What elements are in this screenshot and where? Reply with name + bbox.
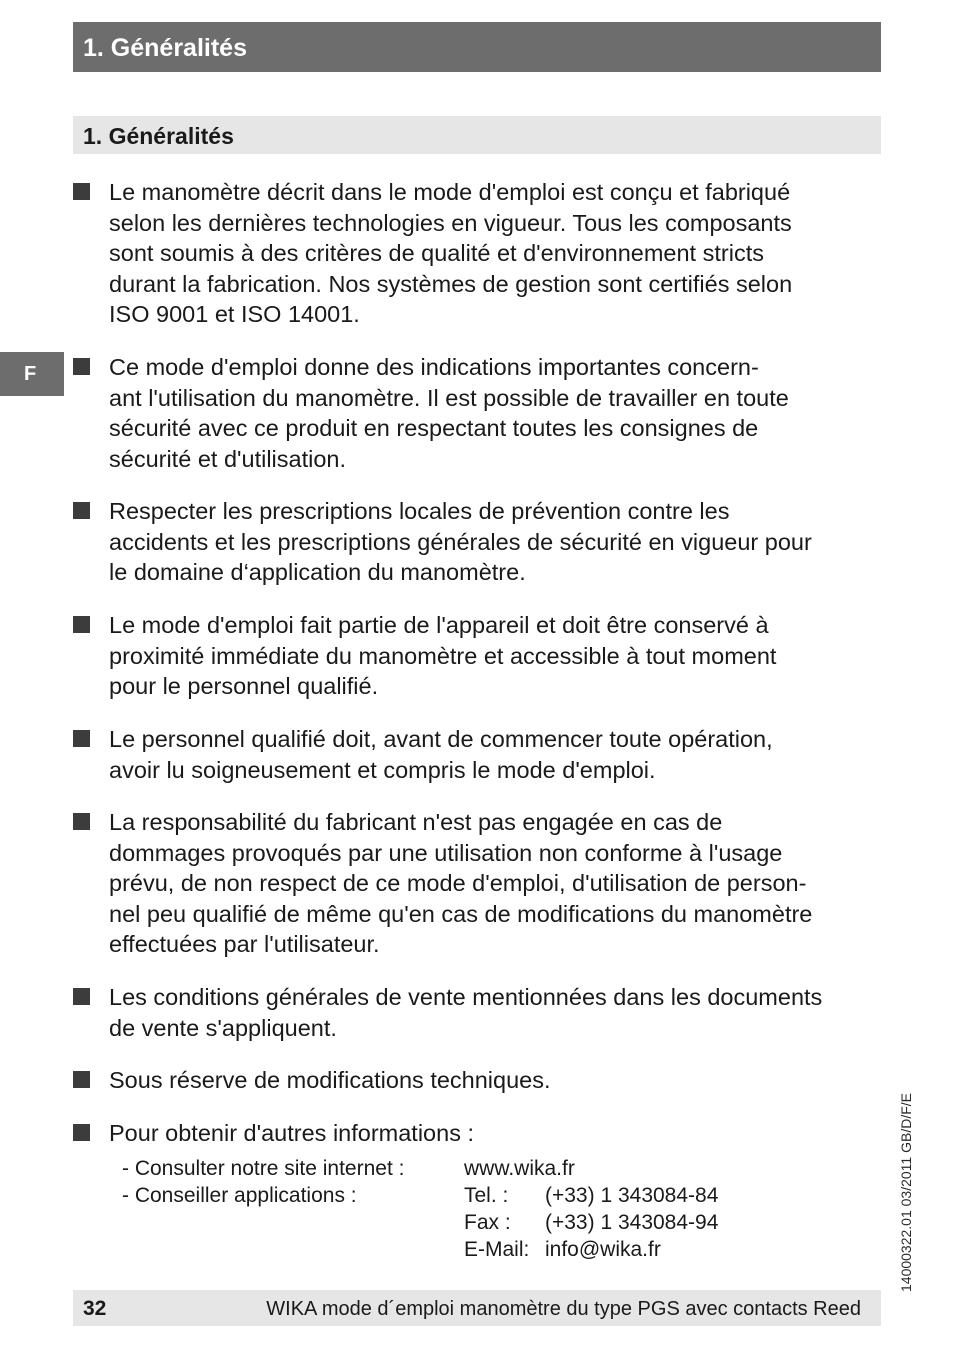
text-line: ant l'utilisation du manomètre. Il est possible de travailler en toute [109,384,789,411]
bullet-text [109,496,883,588]
text-line: de vente s'appliquent. [109,1014,337,1041]
text-line: Pour obtenir d'autres informations : [109,1120,475,1146]
tel-value: (+33) 1 343084-84 [545,1184,719,1207]
fax-label: Fax : [464,1211,511,1234]
square-bullet-icon [73,183,90,200]
square-bullet-icon [73,358,90,375]
text-line: Le personnel qualifié doit, avant de commencer toute opération, [109,726,773,752]
footer-title: WIKA mode d´emploi manomètre du type PGS avec contacts Reed [266,1298,861,1320]
website-link[interactable]: www.wika.fr [464,1157,575,1180]
bullet-text [109,724,883,785]
bullet-text [109,352,883,474]
text-line: La responsabilité du fabricant n'est pas engagée en cas de [109,809,723,835]
section-header [73,116,881,154]
chapter-title: 1. Généralités [83,34,247,62]
website-label: - Consulter notre site internet : [122,1157,405,1180]
text-line: Respecter les prescriptions locales de prévention contre les [109,498,730,524]
square-bullet-icon [73,502,90,519]
email-label: E-Mail: [464,1238,530,1261]
bullet-text [109,610,883,702]
advice-label: - Conseiller applications : [122,1184,357,1207]
text-line: Le mode d'emploi fait partie de l'appareil et doit être conservé à [109,612,769,638]
text-line: Les conditions générales de vente mentionnées dans les documents [109,984,823,1010]
text-line: sécurité avec ce produit en respectant toutes les consignes de [109,415,759,441]
square-bullet-icon [73,616,90,633]
language-tab [0,352,64,396]
square-bullet-icon [73,1071,90,1088]
text-line: sécurité et d'utilisation. [109,445,346,472]
bullet-text [109,982,883,1043]
text-line: effectuées par l'utilisateur. [109,931,380,957]
page-footer [73,1290,881,1326]
bullet-text [109,1065,883,1096]
text-line: avoir lu soigneusement et compris le mode d'emploi. [109,756,656,783]
text-line: pour le personnel qualifié. [109,673,379,699]
text-line: ISO 9001 et ISO 14001. [109,301,360,327]
page-number: 32 [83,1297,107,1320]
square-bullet-icon [73,813,90,830]
text-line: sont soumis à des critères de qualité et d'environnement stricts [109,240,764,266]
bullet-text [109,807,883,960]
square-bullet-icon [73,988,90,1005]
text-line: selon les dernières technologies en vigueur. Tous les composants [109,209,792,236]
tel-label: Tel. : [464,1184,509,1207]
section-title: 1. Généralités [83,123,234,149]
chapter-header [73,22,881,72]
document-reference: 14000322.01 03/2011 GB/D/F/E [898,1093,914,1292]
bullet-text [109,1118,883,1149]
fax-value: (+33) 1 343084-94 [545,1211,719,1234]
text-line: Le manomètre décrit dans le mode d'emploi est conçu et fabriqué [109,179,791,205]
square-bullet-icon [73,730,90,747]
text-line: le domaine d‘application du manomètre. [109,559,526,585]
text-line: durant la fabrication. Nos systèmes de gestion sont certifiés selon [109,270,793,297]
text-line: Ce mode d'emploi donne des indications importantes concern- [109,354,759,380]
square-bullet-icon [73,1124,90,1141]
text-line: accidents et les prescriptions générales de sécurité en vigueur pour [109,528,812,555]
text-line: prévu, de non respect de ce mode d'emploi, d'utilisation de person- [109,870,807,896]
text-line: Sous réserve de modifications techniques. [109,1067,551,1093]
email-link[interactable]: info@wika.fr [545,1238,661,1261]
language-tab-label: F [24,363,37,385]
bullet-text [109,177,883,330]
text-line: proximité immédiate du manomètre et accessible à tout moment [109,642,777,669]
text-line: dommages provoqués par une utilisation non conforme à l'usage [109,839,783,866]
text-line: nel peu qualifié de même qu'en cas de modifications du manomètre [109,900,813,927]
